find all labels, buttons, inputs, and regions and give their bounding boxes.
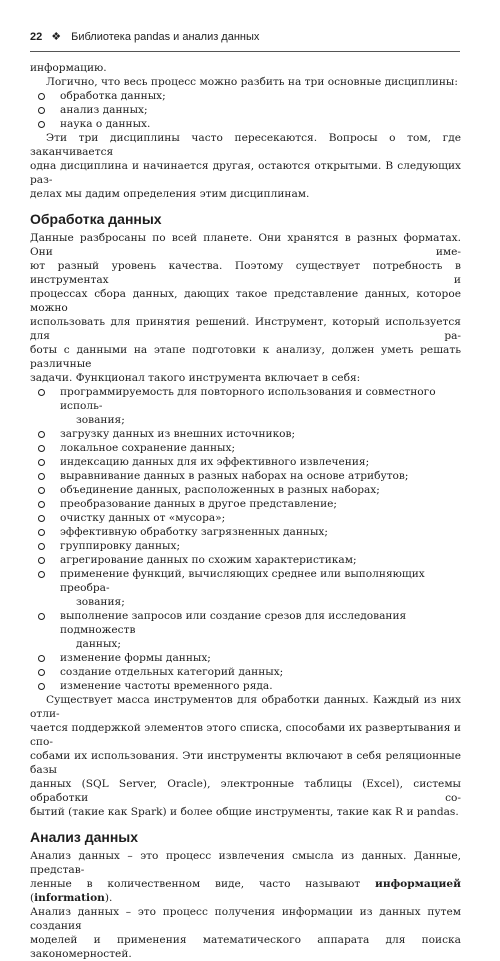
paragraph-line — [30, 877, 461, 905]
text-run: ). — [104, 892, 113, 904]
carry-over-text: информацию. — [30, 62, 107, 74]
paragraph-line: делах мы дадим определения этим дисциплинам. — [30, 188, 310, 200]
list-item — [30, 427, 461, 441]
intro-lead — [30, 75, 461, 89]
list-item-text: изменение частоты временного ряда. — [60, 680, 273, 692]
list-item-continuation: данных; — [76, 638, 121, 650]
book-title: Библиотека pandas и анализ данных — [71, 31, 260, 43]
circle-bullet-icon — [38, 529, 45, 536]
list-item-text: применение функций, вычисляющих среднее или выполняющих преобра- — [60, 568, 425, 594]
circle-bullet-icon — [38, 389, 45, 396]
list-item — [30, 567, 461, 609]
running-head — [30, 30, 460, 44]
circle-bullet-icon — [38, 459, 45, 466]
circle-bullet-icon — [38, 515, 45, 522]
carry-over-line — [30, 61, 461, 75]
paragraph-line: Данные разбросаны по всей планете. Они хранятся в разных форматах. Они име- — [30, 232, 461, 258]
list-item — [30, 117, 461, 131]
list-item — [30, 679, 461, 693]
list-item-text: эффективную обработку загрязненных данных; — [60, 526, 328, 538]
circle-bullet-icon — [38, 683, 45, 690]
circle-bullet-icon — [38, 557, 45, 564]
paragraph-line: собами их использования. Эти инструменты включают в себя реляционные базы — [30, 750, 461, 776]
circle-bullet-icon — [38, 655, 45, 662]
list-item-text: загрузку данных из внешних источников; — [60, 428, 296, 440]
paragraph-line: Анализ данных – это процесс получения информации из данных путем создания — [30, 906, 461, 932]
circle-bullet-icon — [38, 107, 45, 114]
list-item-text: обработка данных; — [60, 90, 166, 102]
paragraph-line: задачи. Функционал такого инструмента включает в себя: — [30, 372, 361, 384]
paragraph-line: бытий (такие как Spark) и более общие инструменты, такие как R и pandas. — [30, 806, 459, 818]
circle-bullet-icon — [38, 431, 45, 438]
list-item — [30, 455, 461, 469]
intro-lead-text: Логично, что весь процесс можно разбить на три основные дисциплины: — [46, 76, 458, 88]
list-item — [30, 651, 461, 665]
circle-bullet-icon — [38, 501, 45, 508]
list-item-text: группировку данных; — [60, 540, 181, 552]
list-item-text: анализ данных; — [60, 104, 148, 116]
list-item-text: программируемость для повторного использования и совместного исполь- — [60, 386, 436, 412]
page-body — [30, 61, 461, 961]
list-item-text: индексацию данных для их эффективного извлечения; — [60, 456, 370, 468]
term-information-en: information — [34, 892, 105, 904]
circle-bullet-icon — [38, 487, 45, 494]
text-run: ленные в количественном виде, часто называют — [30, 878, 375, 890]
paragraph-line: использовать для принятия решений. Инструмент, который используется для ра- — [30, 316, 461, 342]
list-item — [30, 469, 461, 483]
list-item-text: изменение формы данных; — [60, 652, 211, 664]
list-item — [30, 525, 461, 539]
list-item-continuation: зования; — [76, 414, 125, 426]
list-item — [30, 103, 461, 117]
circle-bullet-icon — [38, 473, 45, 480]
list-item-text: выполнение запросов или создание срезов для исследования подмножеств — [60, 610, 407, 636]
circle-bullet-icon — [38, 571, 45, 578]
circle-bullet-icon — [38, 445, 45, 452]
analysis-paragraph — [30, 849, 461, 961]
paragraph-line: процессах сбора данных, дающих такое представление данных, которое можно — [30, 288, 461, 314]
paragraph-line: Существует масса инструментов для обработки данных. Каждый из них отли- — [30, 694, 461, 720]
paragraph-line: боты с данными на этапе подготовки к анализу, должен уметь решать различные — [30, 344, 461, 370]
list-item-text: очистку данных от «мусора»; — [60, 512, 226, 524]
paragraph-line: ют разный уровень качества. Поэтому существует потребность в инструментах и — [30, 260, 461, 286]
list-item — [30, 665, 461, 679]
list-item-text: объединение данных, расположенных в разных наборах; — [60, 484, 380, 496]
section-heading-analysis: Анализ данных — [30, 829, 139, 845]
list-item-text: выравнивание данных в разных наборах на основе атрибутов; — [60, 470, 409, 482]
paragraph-line: данных (SQL Server, Oracle), электронные таблицы (Excel), системы обработки со- — [30, 778, 461, 804]
paragraph-line: чается поддержкой элементов этого списка, способами их развертывания и спо- — [30, 722, 461, 748]
circle-bullet-icon — [38, 669, 45, 676]
list-item-text: наука о данных. — [60, 118, 151, 130]
section-heading-processing: Обработка данных — [30, 211, 162, 227]
page-number: 22 — [30, 31, 43, 43]
list-item-text: преобразование данных в другое представление; — [60, 498, 337, 510]
paragraph-line: Анализ данных – это процесс извлечения смысла из данных. Данные, представ- — [30, 850, 461, 876]
header-divider — [30, 51, 460, 52]
circle-bullet-icon — [38, 543, 45, 550]
list-item-text: локальное сохранение данных; — [60, 442, 236, 454]
paragraph-line: одна дисциплина и начинается другая, остаются открытыми. В следующих раз- — [30, 160, 461, 186]
list-item — [30, 609, 461, 651]
processing-functions-list — [30, 385, 461, 693]
list-item-text: создание отдельных категорий данных; — [60, 666, 284, 678]
circle-bullet-icon — [38, 93, 45, 100]
list-item — [30, 385, 461, 427]
circle-bullet-icon — [38, 121, 45, 128]
disciplines-list — [30, 89, 461, 131]
list-item — [30, 497, 461, 511]
intro-after-paragraph — [30, 131, 461, 201]
list-item — [30, 441, 461, 455]
diamond-ornament-icon: ❖ — [51, 31, 62, 43]
text-run: ( — [30, 892, 35, 904]
term-information-ru: информацией — [375, 878, 461, 890]
paragraph-line: моделей и применения математического аппарата для поиска закономерностей. — [30, 934, 461, 960]
list-item — [30, 483, 461, 497]
list-item-text: агрегирование данных по схожим характеристикам; — [60, 554, 357, 566]
list-item — [30, 539, 461, 553]
list-item — [30, 511, 461, 525]
circle-bullet-icon — [38, 613, 45, 620]
processing-paragraph — [30, 231, 461, 385]
paragraph-line: Эти три дисциплины часто пересекаются. Вопросы о том, где заканчивается — [30, 132, 461, 158]
list-item-continuation: зования; — [76, 596, 125, 608]
list-item — [30, 553, 461, 567]
list-item — [30, 89, 461, 103]
